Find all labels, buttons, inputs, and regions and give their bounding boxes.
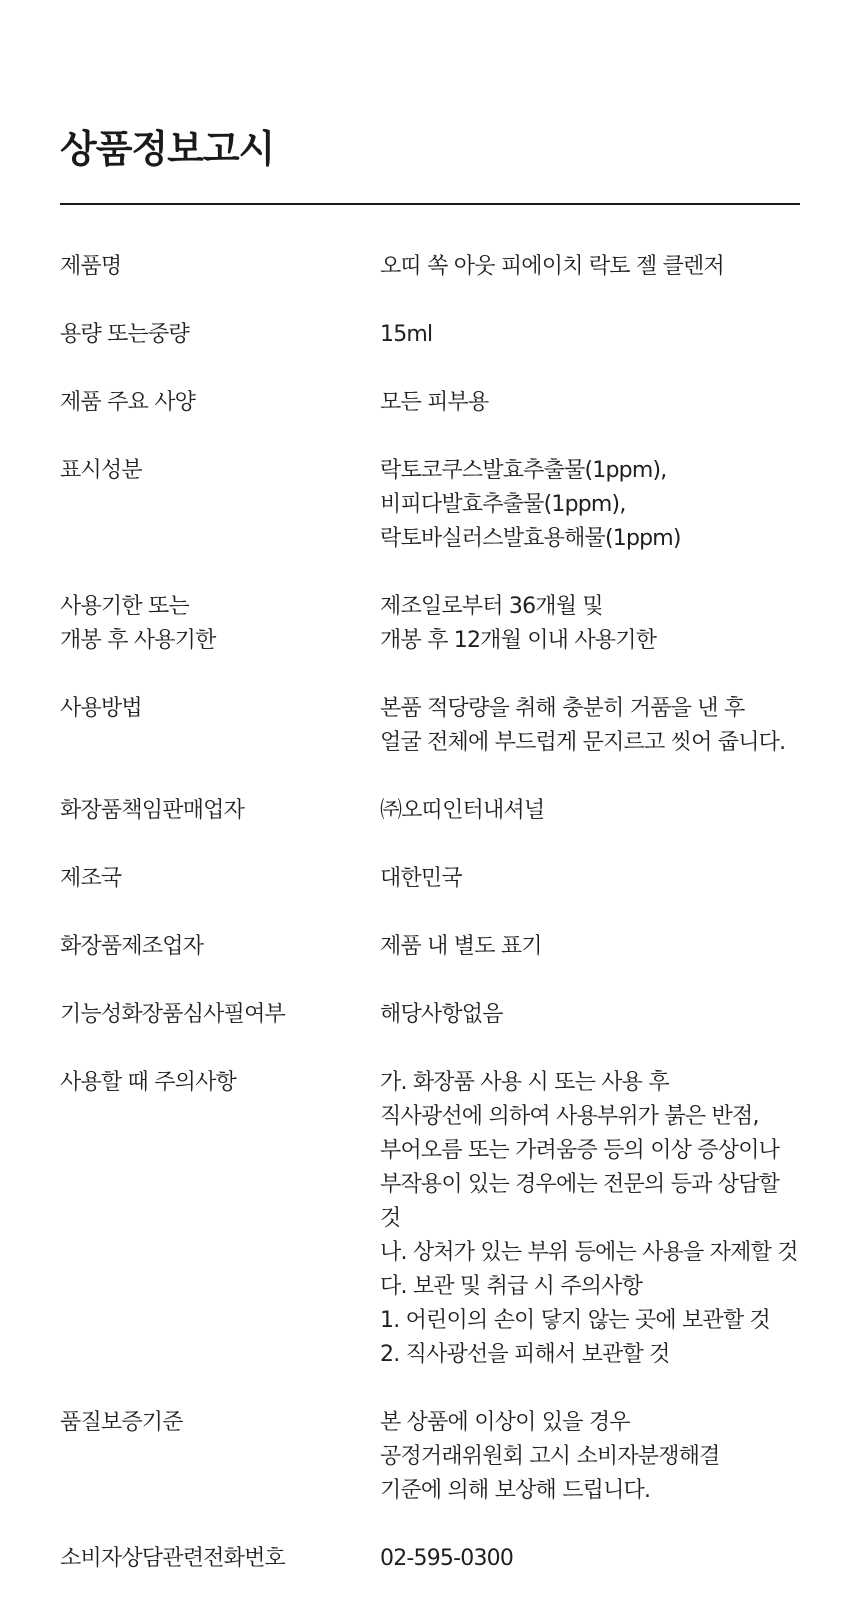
info-row-country xyxy=(60,862,800,896)
info-row-quality-guarantee xyxy=(60,1406,800,1508)
info-row-product-name xyxy=(60,250,800,284)
row-value: 15ml xyxy=(380,322,433,347)
row-label: 화장품책임판매업자 xyxy=(60,798,245,823)
info-row-manufacturer xyxy=(60,930,800,964)
info-row-functional-review xyxy=(60,998,800,1032)
row-value: 본 상품에 이상이 있을 경우 공정거래위원회 고시 소비자분쟁해결 기준에 의해 보상해 드립니다. xyxy=(380,1410,720,1503)
row-value: 해당사항없음 xyxy=(380,1002,503,1027)
title-divider xyxy=(60,203,800,205)
row-value: 02-595-0300 xyxy=(380,1546,514,1571)
row-value: 락토코쿠스발효추출물(1ppm), 비피다발효추출물(1ppm), 락토바실러스발효용해물(1ppm) xyxy=(380,458,681,551)
row-label: 제품명 xyxy=(60,254,122,279)
row-label: 소비자상담관련전화번호 xyxy=(60,1546,285,1571)
row-value: 제조일로부터 36개월 및 개봉 후 12개월 이내 사용기한 xyxy=(380,594,657,653)
row-label: 사용방법 xyxy=(60,696,142,721)
info-row-phone xyxy=(60,1542,800,1576)
row-label: 용량 또는중량 xyxy=(60,322,189,347)
row-value: 대한민국 xyxy=(380,866,462,891)
info-table xyxy=(60,250,800,1610)
row-label: 사용할 때 주의사항 xyxy=(60,1070,237,1095)
row-label: 사용기한 또는 개봉 후 사용기한 xyxy=(60,594,216,653)
row-value: 본품 적당량을 취해 충분히 거품을 낸 후 얼굴 전체에 부드럽게 문지르고 씻어 줍니다. xyxy=(380,696,786,755)
row-label: 품질보증기준 xyxy=(60,1410,183,1435)
info-row-precautions xyxy=(60,1066,800,1372)
row-value: 모든 피부용 xyxy=(380,390,489,415)
info-row-capacity xyxy=(60,318,800,352)
row-label: 제품 주요 사양 xyxy=(60,390,196,415)
row-value: 가. 화장품 사용 시 또는 사용 후 직사광선에 의하여 사용부위가 붉은 반점, 부어오름 또는 가려움증 등의 이상 증상이나 부작용이 있는 경우에는 전문의 등과 상담할 것 나. 상처가 있는 부위 등에는 사용을 자제할 것 다. 보관 및 취급 시 주의사항 1. 어린이의 손이 닿지 않는 곳에 보관할 것 2. 직사광선을 피해서 보관할 것 xyxy=(380,1070,798,1367)
row-value: 오띠 쏙 아웃 피에이치 락토 젤 클렌저 xyxy=(380,254,724,279)
page-title: 상품정보고시 xyxy=(60,127,275,171)
row-label: 기능성화장품심사필여부 xyxy=(60,1002,285,1027)
row-value: ㈜오띠인터내셔널 xyxy=(380,798,545,823)
info-row-spec xyxy=(60,386,800,420)
info-row-expiry xyxy=(60,590,800,658)
info-row-seller xyxy=(60,794,800,828)
row-value: 제품 내 별도 표기 xyxy=(380,934,542,959)
info-row-usage xyxy=(60,692,800,760)
row-label: 표시성분 xyxy=(60,458,142,483)
row-label: 화장품제조업자 xyxy=(60,934,204,959)
row-label: 제조국 xyxy=(60,866,122,891)
info-row-ingredients xyxy=(60,454,800,556)
